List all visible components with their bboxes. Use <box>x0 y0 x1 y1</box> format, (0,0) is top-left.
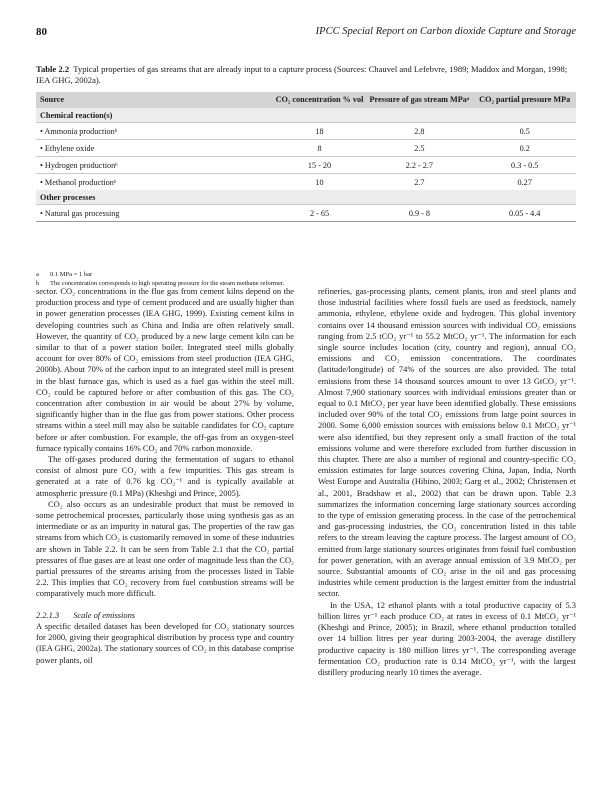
table-cell: • Hydrogen productionᵇ <box>36 157 274 174</box>
page-number: 80 <box>36 26 47 38</box>
body-paragraph: In the USA, 12 ethanol plants with a total productive capacity of 5.3 billion litres yr⁻¹ each produce CO₂ at rates in excess of 0.1 MtCO₂ yr⁻¹ (Kheshgi and Prince, 2005); in Brazil, where ethanol production totalled over 14 billion litres per year during 2003-2004, the average distillery productive capacity is 180 million litres yr⁻¹. The corresponding average fermentation CO₂ production rate is 0.14 MtCO₂ yr⁻¹, with the largest distillery producing nearly 10 times the average. <box>318 599 576 677</box>
column-header: Pressure of gas stream MPaᵃ <box>365 92 473 108</box>
table-cell: 0.27 <box>473 174 576 191</box>
footnote-text: The concentration corresponds to high operating pressure for the steam methane reformer. <box>50 280 285 287</box>
table-cell: 2 - 65 <box>274 205 366 222</box>
section-number: 2.2.1.3 <box>36 609 60 620</box>
table-cell: 0.3 - 0.5 <box>473 157 576 174</box>
table-cell: 18 <box>274 123 366 140</box>
left-column <box>36 286 294 666</box>
running-title: IPCC Special Report on Carbon dioxide Capture and Storage <box>315 26 576 37</box>
section-title: Scale of emissions <box>73 609 136 620</box>
table-cell: • Ammonia productionᵇ <box>36 123 274 140</box>
body-paragraph: The off-gases produced during the fermentation of sugars to ethanol consist of almost pure CO₂ with a few impurities. This gas stream is generated at a rate of 0.76 kg CO₂⁻¹ and is typically available at atmospheric pressure (0.1 MPa) (Kheshgi and Prince, 2005). <box>36 454 294 498</box>
body-paragraph: A specific detailed dataset has been developed for CO₂ stationary sources for 2000, giving their geographical distribution by process type and country (IEA GHG, 2002a). The stationary sources of CO₂ in this database comprise power plants, oil <box>36 620 294 665</box>
column-header: Source <box>36 92 274 108</box>
table-caption-text: Typical properties of gas streams that are already input to a capture process (Sources: Chauvel and Lefebvre, 1989; Maddox and Morgan, 1998; IEA GHG, 2002a). <box>36 64 568 85</box>
table-caption <box>36 64 576 86</box>
table-cell: 2.8 <box>365 123 473 140</box>
table-cell: • Ethylene oxide <box>36 140 274 157</box>
table-header-row <box>36 92 576 108</box>
table-cell: 0.9 - 8 <box>365 205 473 222</box>
section-heading <box>36 610 294 621</box>
table-cell: 15 - 20 <box>274 157 366 174</box>
table-cell: • Methanol productionᵇ <box>36 174 274 191</box>
table-row <box>36 205 576 222</box>
page-header <box>36 26 576 40</box>
table-cell: 10 <box>274 174 366 191</box>
right-column <box>318 286 576 678</box>
footnote-mark: a <box>36 271 39 278</box>
gas-streams-table <box>36 92 576 222</box>
footnote-text: 0.1 MPa = 1 bar <box>50 271 93 278</box>
column-header: CO₂ partial pressure MPa <box>473 92 576 108</box>
table-row <box>36 123 576 140</box>
table-row <box>36 157 576 174</box>
group-title: Chemical reaction(s) <box>36 108 576 123</box>
table-row <box>36 174 576 191</box>
table-cell: 2.5 <box>365 140 473 157</box>
table-cell: 0.2 <box>473 140 576 157</box>
body-paragraph: refineries, gas-processing plants, cement plants, iron and steel plants and those industrial facilities where fossil fuels are used as feedstock, namely ammonia, ethylene, ethylene oxide and hydrogen. This global inventory contains over 14 thousand emission sources with individual CO₂ emissions ranging from 2.5 tCO₂ yr⁻¹ to 55.2 MtCO₂ yr⁻¹. The information for each single source includes location (city, country and region), annual CO₂ emissions and CO₂ emission concentrations. The coordinates (latitude/longitude) of 74% of the sources are also provided. The total emissions from these 14 thousand sources amount to over 13 GtCO₂ yr⁻¹. Almost 7,900 stationary sources with individual emissions greater than or equal to 0.1 MtCO₂ per year have been identified globally. These emissions included over 90% of the total CO₂ emissions from large point sources in 2000. Some 6,000 emission sources with emissions below 0.1 MtCO₂ yr⁻¹ were also identified, but they represent only a small fraction of the total emissions volume and were therefore excluded from further discussion in this chapter. There are also a number of regional and country-specific CO₂ emission estimates for large sources covering China, Japan, India, North West Europe and Australia (Hibino, 2003; Garg et al., 2002; Christensen et al., 2001, Bradshaw et al., 2002) that can be drawn upon. Table 2.3 summarizes the information concerning large stationary sources according to the type of emission generating process. In the case of the petrochemical and gas-processing industries, the CO₂ concentration listed in this table refers to the stream leaving the capture process. The largest amount of CO₂ emitted from large stationary sources originates from fossil fuel combustion for power generation, with an average annual emission of 3.9 MtCO₂ per source. Substantial amounts of CO₂ arise in the oil and gas processing industries while cement production is the largest emitter from the industrial sector. <box>318 286 576 599</box>
group-title: Other processes <box>36 190 576 205</box>
table-group-row <box>36 190 576 205</box>
table-cell: 0.05 - 4.4 <box>473 205 576 222</box>
footnote-mark: b <box>36 280 40 287</box>
column-header: CO₂ concentration % vol <box>274 92 366 108</box>
table-cell: 0.5 <box>473 123 576 140</box>
footnote <box>36 270 576 279</box>
table-cell: 2.7 <box>365 174 473 191</box>
table-label: Table 2.2 <box>36 64 70 74</box>
body-paragraph: CO₂ also occurs as an undesirable product that must be removed in some petrochemical processes, particularly those using synthesis gas as an intermediate or as an impurity in natural gas. The properties of the raw gas streams from which CO₂ is customarily removed in some of these industries are shown in Table 2.2. It can be seen from Table 2.1 that the CO₂ partial pressures of flue gases are at least one order of magnitude less than the CO₂ partial pressures of the streams arising from the processes listed in Table 2.2. This implies that CO₂ recovery from fuel combustion streams will be comparatively much more difficult. <box>36 498 294 599</box>
table-cell: 2.2 - 2.7 <box>365 157 473 174</box>
table-group-row <box>36 108 576 123</box>
table-cell: • Natural gas processing <box>36 205 274 222</box>
table-cell: 8 <box>274 140 366 157</box>
table-row <box>36 140 576 157</box>
body-paragraph: sector. CO₂ concentrations in the flue gas from cement kilns depend on the production process and type of cement produced and are usually higher than in power generation processes (IEA GHG, 1999). Existing cement kilns in developing countries such as China and India are often relatively small. However, the quantity of CO₂ produced by a new large cement kiln can be similar to that of a power station boiler. Integrated steel mills globally account for over 80% of CO₂ emissions from steel production (IEA GHG, 2000b). About 70% of the carbon input to an integrated steel mill is present in the blast furnace gas, which is used as a fuel gas within the steel mill. CO₂ could be captured before or after combustion of this gas. The CO₂ concentration after combustion in air would be about 27% by volume, significantly higher than in the flue gas from power stations. Other process streams within a steel mill may also be suitable candidates for CO₂ capture before or after combustion. For example, the off-gas from an oxygen-steel furnace typically contains 16% CO₂ and 70% carbon monoxide. <box>36 286 294 453</box>
